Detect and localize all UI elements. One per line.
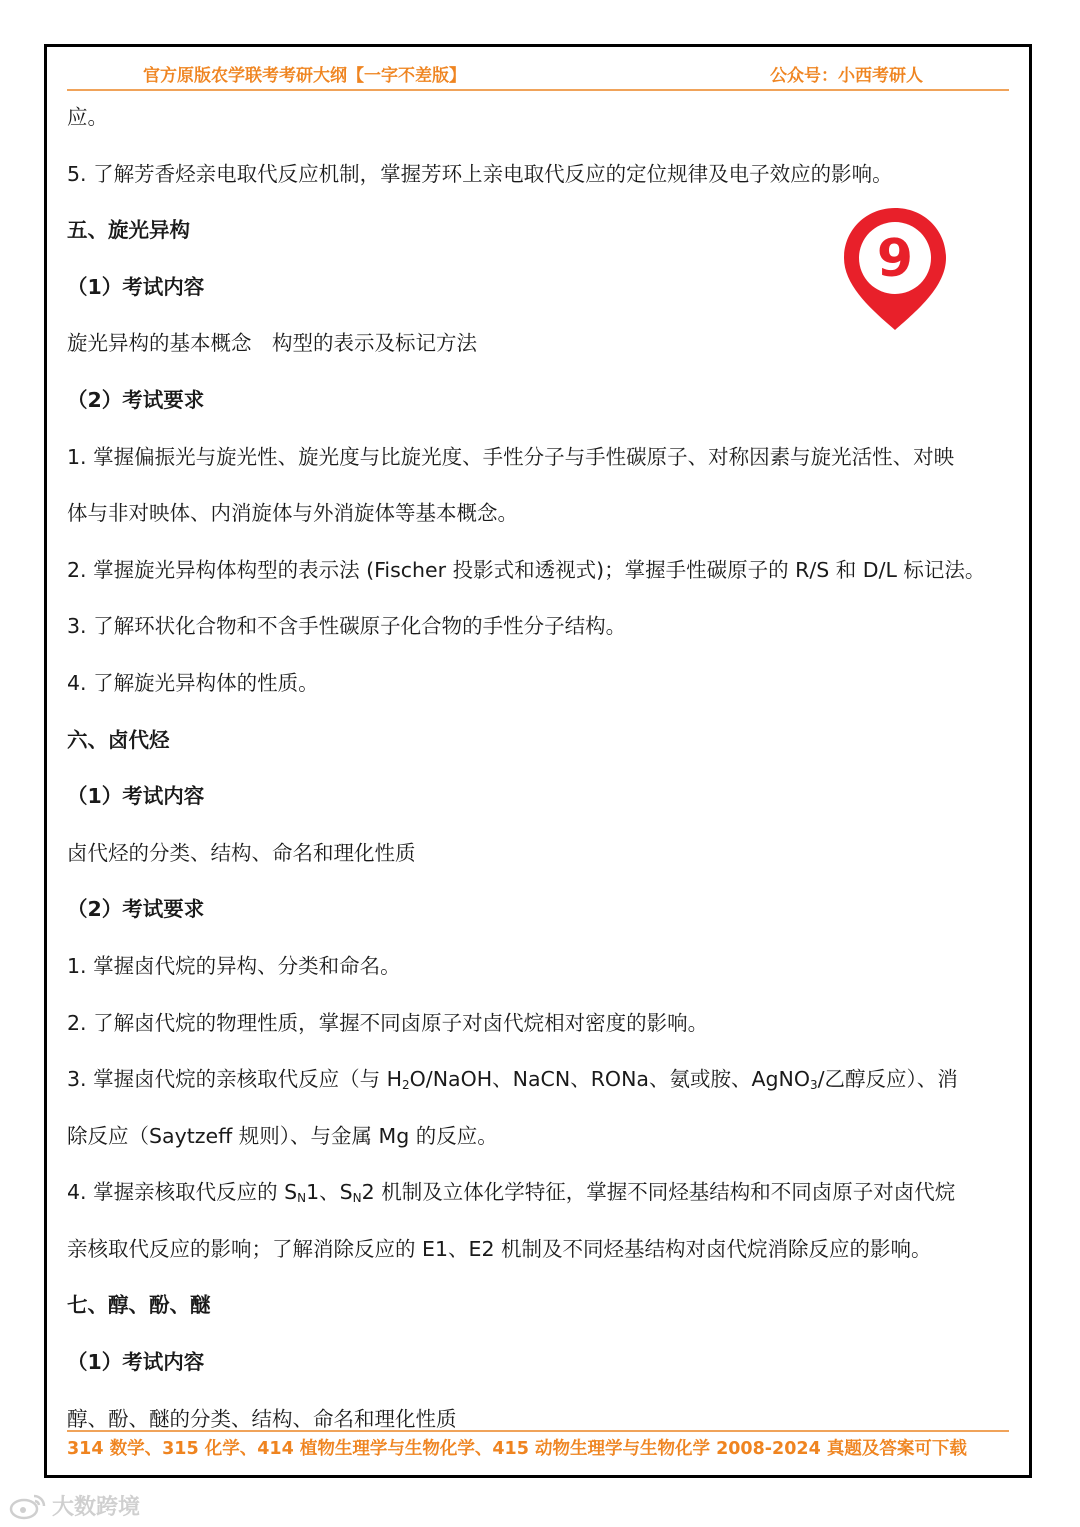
paragraph-line: 体与非对映体、内消旋体与外消旋体等基本概念。 (67, 501, 518, 526)
paragraph-line (67, 1051, 1009, 1108)
paragraph-line: 2. 掌握旋光异构体构型的表示法 (Fischer 投影式和透视式)；掌握手性碳原子的 R/S 和 D/L 标记法。 (67, 557, 986, 582)
paragraph-line: 旋光异构的基本概念 构型的表示及标记方法 (67, 331, 477, 356)
subsection-heading: （1）考试内容 (67, 784, 205, 809)
paragraph-line: 除反应（Saytzeff 规则）、与金属 Mg 的反应。 (67, 1123, 498, 1148)
text-run: 2 机制及立体化学特征，掌握不同烃基结构和不同卤原子对卤代烷 (361, 1180, 956, 1205)
text-run: 4. 掌握亲核取代反应的 S (67, 1180, 298, 1205)
subscript: 3 (809, 1078, 818, 1093)
text-run: /乙醇反应）、消 (817, 1067, 958, 1092)
pin-number: 9 (876, 229, 914, 289)
header-title: 官方原版农学联考考研大纲【一字不差版】 (143, 66, 466, 86)
paragraph-line: 应。 (67, 105, 108, 129)
paragraph-line: 4. 了解旋光异构体的性质。 (67, 670, 319, 695)
paragraph-line (67, 1164, 1009, 1221)
paragraph-line: 3. 了解环状化合物和不含手性碳原子化合物的手性分子结构。 (67, 614, 627, 639)
paragraph-line: 1. 掌握偏振光与旋光性、旋光度与比旋光度、手性分子与手性碳原子、对称因素与旋光活性、对映 (67, 444, 955, 469)
weibo-icon (8, 1492, 48, 1520)
location-pin-icon (840, 204, 950, 334)
watermark-text: 大数跨境 (52, 1495, 141, 1520)
subscript: N (352, 1191, 362, 1206)
section-heading: 七、醇、酚、醚 (67, 1293, 211, 1318)
watermark (8, 1490, 140, 1521)
text-run: 1、S (306, 1180, 353, 1205)
paragraph-line: 1. 掌握卤代烷的异构、分类和命名。 (67, 953, 401, 978)
text-run: 3. 掌握卤代烷的亲核取代反应（与 H (67, 1067, 403, 1092)
section-heading: 六、卤代烃 (67, 727, 170, 752)
page-header (67, 57, 1009, 91)
header-account: 公众号：小西考研人 (770, 66, 923, 86)
subscript: N (297, 1191, 307, 1206)
subsection-heading: （2）考试要求 (67, 897, 205, 922)
subsection-heading: （1）考试内容 (67, 1350, 205, 1375)
text-run: O/NaOH、NaCN、RONa、氨或胺、AgNO (409, 1067, 810, 1092)
section-heading: 五、旋光异构 (67, 218, 190, 243)
subscript: 2 (402, 1078, 410, 1093)
paragraph-line: 亲核取代反应的影响；了解消除反应的 E1、E2 机制及不同烃基结构对卤代烷消除反应的影响。 (67, 1236, 932, 1261)
paragraph-line: 5. 了解芳香烃亲电取代反应机制，掌握芳环上亲电取代反应的定位规律及电子效应的影响。 (67, 161, 893, 186)
paragraph-line: 醇、酚、醚的分类、结构、命名和理化性质 (67, 1406, 457, 1431)
paragraph-line: 2. 了解卤代烷的物理性质，掌握不同卤原子对卤代烷相对密度的影响。 (67, 1010, 709, 1035)
paragraph-line: 卤代烃的分类、结构、命名和理化性质 (67, 840, 416, 865)
page-footer: 314 数学、315 化学、414 植物生理学与生物化学、415 动物生理学与生物化学 2008-2024 真题及答案可下载 (67, 1430, 1009, 1470)
subsection-heading: （1）考试内容 (67, 274, 205, 299)
subsection-heading: （2）考试要求 (67, 387, 205, 412)
